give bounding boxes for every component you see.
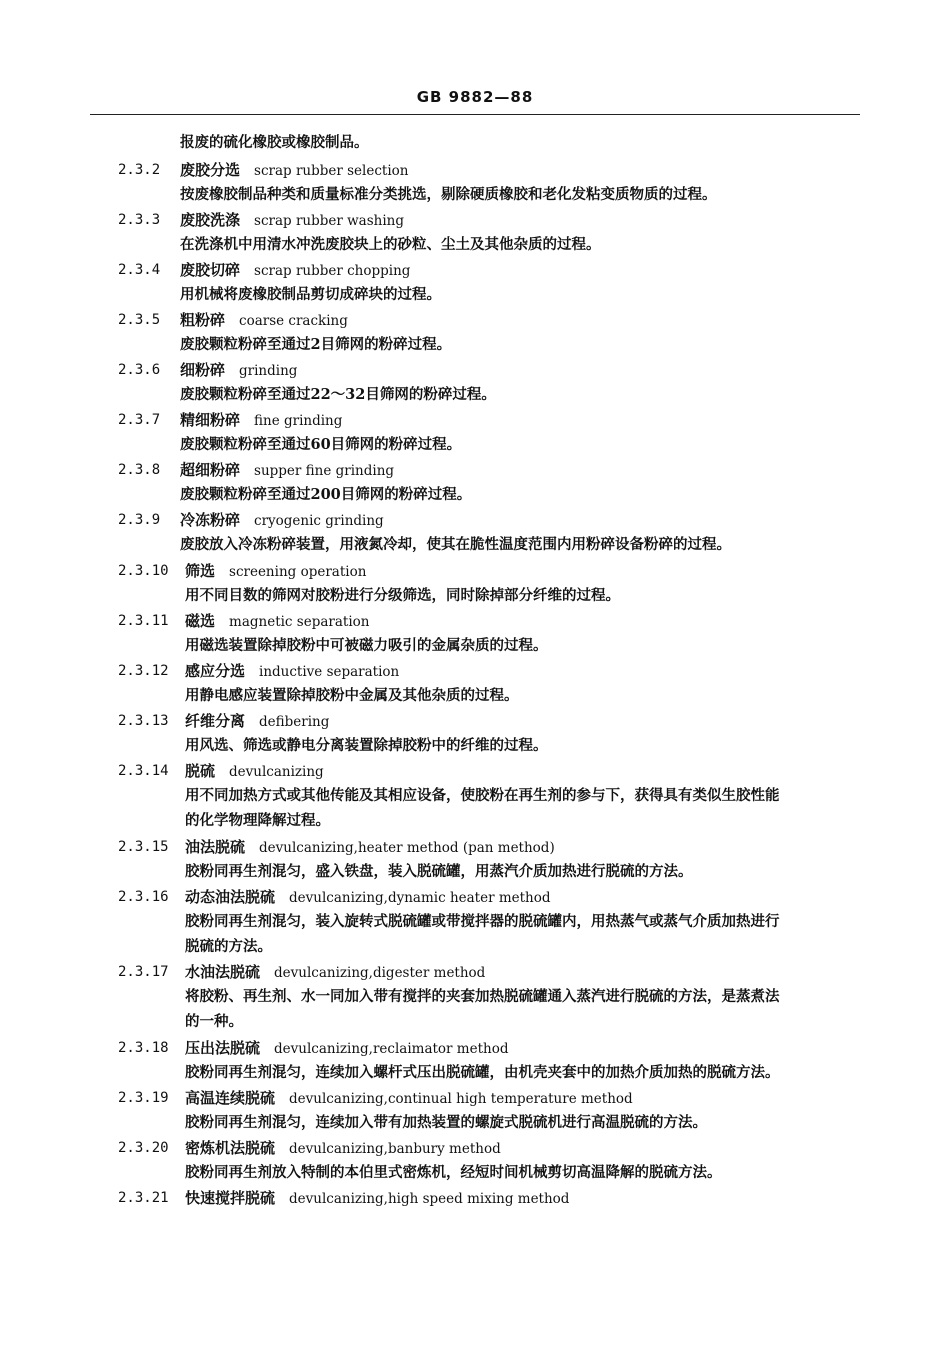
term-heading — [185, 561, 366, 582]
definition-line: 用磁选装置除掉胶粉中可被磁力吸引的金属杂质的过程。 — [185, 637, 548, 654]
term-heading — [185, 962, 485, 983]
definition-line: 脱硫的方法。 — [185, 938, 272, 955]
term-chinese: 超细粉碎 — [180, 461, 241, 479]
term-english: fine grinding — [254, 413, 343, 429]
term-english: grinding — [239, 363, 298, 379]
term-heading — [180, 210, 404, 231]
definition-line: 用不同加热方式或其他传能及其相应设备，使胶粉在再生剂的参与下，获得具有类似生胶性能 — [185, 787, 780, 804]
term-number: 2.3.2 — [118, 162, 161, 178]
definition-line: 废胶放入冷冻粉碎装置，用液氮冷却，使其在脆性温度范围内用粉碎设备粉碎的过程。 — [180, 536, 731, 553]
term-chinese: 细粉碎 — [180, 361, 226, 379]
term-number: 2.3.5 — [118, 312, 161, 328]
definition-line: 用机械将废橡胶制品剪切成碎块的过程。 — [180, 286, 441, 303]
term-heading — [180, 510, 384, 531]
definition-line: 胶粉同再生剂混匀，连续加入带有加热装置的螺旋式脱硫机进行高温脱硫的方法。 — [185, 1114, 707, 1131]
term-chinese: 粗粉碎 — [180, 311, 226, 329]
term-chinese: 废胶洗涤 — [180, 211, 241, 229]
term-chinese: 油法脱硫 — [185, 838, 246, 856]
definition-line: 将胶粉、再生剂、水一同加入带有搅拌的夹套加热脱硫罐通入蒸汽进行脱硫的方法，是蒸煮法 — [185, 988, 780, 1005]
term-number: 2.3.3 — [118, 212, 161, 228]
term-english: defibering — [259, 714, 330, 730]
term-english: coarse cracking — [239, 313, 348, 329]
definition-line: 胶粉同再生剂混匀，连续加入螺杆式压出脱硫罐，由机壳夹套中的加热介质加热的脱硫方法。 — [185, 1064, 780, 1081]
definition-line: 废胶颗粒粉碎至通过200目筛网的粉碎过程。 — [180, 486, 472, 503]
definition-line: 胶粉同再生剂放入特制的本伯里式密炼机，经短时间机械剪切高温降解的脱硫方法。 — [185, 1164, 722, 1181]
definition-line: 胶粉同再生剂混匀，盛入铁盘，装入脱硫罐，用蒸汽介质加热进行脱硫的方法。 — [185, 863, 693, 880]
term-chinese: 脱硫 — [185, 762, 216, 780]
page-header: GB 9882—88 — [416, 88, 534, 106]
term-english: devulcanizing,digester method — [274, 965, 486, 981]
term-heading — [180, 160, 408, 181]
definition-line: 的一种。 — [185, 1013, 243, 1030]
definition-line: 用静电感应装置除掉胶粉中金属及其他杂质的过程。 — [185, 687, 519, 704]
term-heading — [180, 360, 297, 381]
term-number: 2.3.10 — [118, 563, 169, 579]
term-english: devulcanizing,dynamic heater method — [289, 890, 551, 906]
definition-line: 废胶颗粒粉碎至通过22～32目筛网的粉碎过程。 — [180, 386, 496, 403]
term-heading — [180, 310, 348, 331]
term-number: 2.3.12 — [118, 663, 169, 679]
term-number: 2.3.14 — [118, 763, 169, 779]
term-english: cryogenic grinding — [254, 513, 384, 529]
term-chinese: 冷冻粉碎 — [180, 511, 241, 529]
term-chinese: 筛选 — [185, 562, 216, 580]
term-english: devulcanizing,heater method (pan method) — [259, 840, 555, 856]
term-english: devulcanizing,continual high temperature method — [289, 1091, 633, 1107]
term-chinese: 密炼机法脱硫 — [185, 1139, 276, 1157]
term-english: devulcanizing,reclaimator method — [274, 1041, 509, 1057]
term-english: devulcanizing,high speed mixing method — [289, 1191, 570, 1207]
definition-line: 废胶颗粒粉碎至通过60目筛网的粉碎过程。 — [180, 436, 462, 453]
term-number: 2.3.8 — [118, 462, 161, 478]
term-heading — [185, 661, 399, 682]
term-number: 2.3.16 — [118, 889, 169, 905]
term-english: scrap rubber selection — [254, 163, 409, 179]
term-number: 2.3.15 — [118, 839, 169, 855]
term-chinese: 水油法脱硫 — [185, 963, 261, 981]
term-chinese: 压出法脱硫 — [185, 1039, 261, 1057]
term-heading — [185, 711, 329, 732]
term-heading — [185, 1138, 501, 1159]
definition-line: 用不同目数的筛网对胶粉进行分级筛选，同时除掉部分纤维的过程。 — [185, 587, 620, 604]
term-english: devulcanizing — [229, 764, 324, 780]
term-english: inductive separation — [259, 664, 400, 680]
term-number: 2.3.6 — [118, 362, 161, 378]
definition-line: 按废橡胶制品种类和质量标准分类挑选，剔除硬质橡胶和老化发粘变质物质的过程。 — [180, 186, 717, 203]
term-heading — [185, 1188, 569, 1209]
term-number: 2.3.9 — [118, 512, 161, 528]
intro-line: 报废的硫化橡胶或橡胶制品。 — [180, 134, 369, 151]
term-heading — [185, 887, 551, 908]
term-english: scrap rubber chopping — [254, 263, 411, 279]
header-rule — [90, 114, 860, 115]
term-heading — [180, 260, 410, 281]
term-heading — [180, 460, 394, 481]
term-number: 2.3.18 — [118, 1040, 169, 1056]
term-english: screening operation — [229, 564, 367, 580]
term-heading — [180, 410, 342, 431]
term-number: 2.3.7 — [118, 412, 161, 428]
term-number: 2.3.11 — [118, 613, 169, 629]
term-chinese: 废胶切碎 — [180, 261, 241, 279]
term-number: 2.3.13 — [118, 713, 169, 729]
term-heading — [185, 761, 324, 782]
term-heading — [185, 1088, 633, 1109]
term-chinese: 废胶分选 — [180, 161, 241, 179]
term-chinese: 感应分选 — [185, 662, 246, 680]
term-number: 2.3.21 — [118, 1190, 169, 1206]
term-heading — [185, 611, 369, 632]
term-number: 2.3.17 — [118, 964, 169, 980]
term-english: magnetic separation — [229, 614, 370, 630]
term-english: scrap rubber washing — [254, 213, 404, 229]
term-english: devulcanizing,banbury method — [289, 1141, 501, 1157]
term-chinese: 精细粉碎 — [180, 411, 241, 429]
definition-line: 废胶颗粒粉碎至通过2目筛网的粉碎过程。 — [180, 336, 452, 353]
term-number: 2.3.4 — [118, 262, 161, 278]
term-chinese: 快速搅拌脱硫 — [185, 1189, 276, 1207]
term-chinese: 磁选 — [185, 612, 216, 630]
term-chinese: 纤维分离 — [185, 712, 246, 730]
term-heading — [185, 1038, 508, 1059]
term-heading — [185, 837, 555, 858]
term-number: 2.3.19 — [118, 1090, 169, 1106]
definition-line: 在洗涤机中用清水冲洗废胶块上的砂粒、尘土及其他杂质的过程。 — [180, 236, 601, 253]
term-chinese: 动态油法脱硫 — [185, 888, 276, 906]
definition-line: 的化学物理降解过程。 — [185, 812, 330, 829]
term-english: supper fine grinding — [254, 463, 395, 479]
term-chinese: 高温连续脱硫 — [185, 1089, 276, 1107]
term-number: 2.3.20 — [118, 1140, 169, 1156]
definition-line: 用风选、筛选或静电分离装置除掉胶粉中的纤维的过程。 — [185, 737, 548, 754]
definition-line: 胶粉同再生剂混匀，装入旋转式脱硫罐或带搅拌器的脱硫罐内，用热蒸气或蒸气介质加热进行 — [185, 913, 780, 930]
